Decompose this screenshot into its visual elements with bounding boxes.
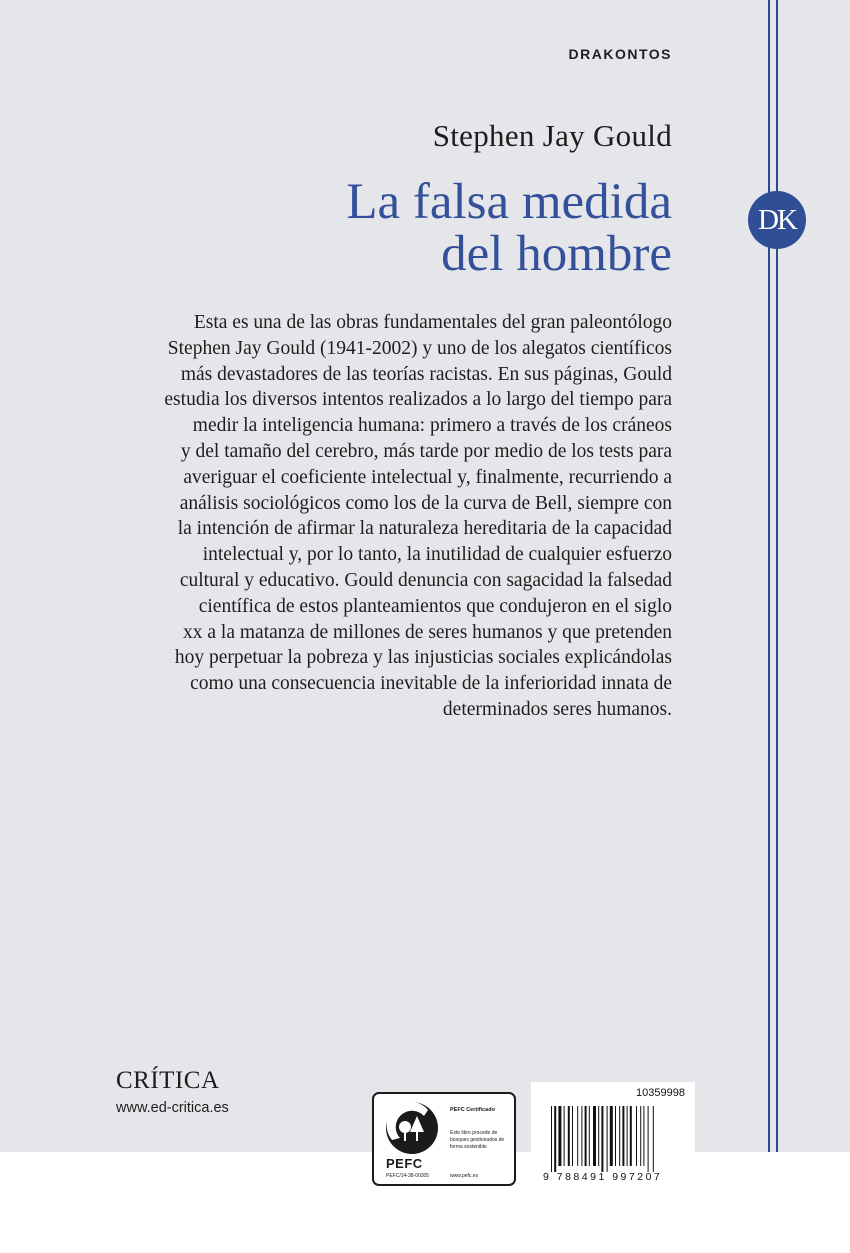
barcode-bar <box>653 1106 654 1172</box>
blurb-text <box>150 310 672 723</box>
blurb-line: medir la inteligencia humana: primero a través de los cráneos <box>192 415 672 437</box>
barcode-bar <box>581 1106 582 1166</box>
barcode-bar <box>615 1106 616 1166</box>
barcode-bar <box>610 1106 613 1166</box>
barcode-bar <box>643 1106 644 1166</box>
book-title <box>346 176 672 280</box>
pefc-url: www.pefc.es <box>450 1173 479 1179</box>
barcode-bar <box>589 1106 590 1166</box>
isbn-barcode <box>531 1082 695 1186</box>
spine-line-right <box>776 0 778 1152</box>
barcode-bar <box>572 1106 573 1166</box>
barcode-bar <box>554 1106 556 1172</box>
blurb-line: la intención de afirmar la naturaleza hereditaria de la capacidad <box>177 518 672 540</box>
barcode-bar <box>630 1106 632 1166</box>
barcode-bar <box>640 1106 641 1166</box>
blurb-line: hoy perpetuar la pobreza y las injusticias sociales explicándolas <box>174 647 672 669</box>
pefc-logo-text: PEFC <box>386 1156 423 1171</box>
pefc-certified: PEFC Certificado <box>450 1107 495 1113</box>
barcode-digits: 9 788491 997207 <box>543 1171 663 1183</box>
barcode-bar <box>593 1106 596 1166</box>
barcode-bar <box>636 1106 637 1166</box>
author-name: Stephen Jay Gould <box>432 118 672 153</box>
blurb-line: averiguar el coeficiente intelectual y, finalmente, recurriendo a <box>183 466 672 488</box>
title-line-1: La falsa medida <box>346 174 672 230</box>
blurb-line: intelectual y, por lo tanto, la inutilidad de cualquier esfuerzo <box>202 544 672 566</box>
barcode-bar <box>619 1106 620 1166</box>
blurb-line: determinados seres humanos. <box>442 698 672 720</box>
barcode-bar <box>551 1106 552 1172</box>
pefc-description: Este libro procede de bosques gestionados de forma sostenible <box>450 1130 505 1150</box>
blurb-line: más devastadores de las teorías racistas. En sus páginas, Gould <box>180 363 672 385</box>
barcode-bar <box>568 1106 570 1166</box>
title-line-2: del hombre <box>441 226 672 282</box>
pefc-code: PEFC/14-38-00305 <box>386 1173 430 1179</box>
pefc-certification-label <box>372 1092 516 1186</box>
barcode-bar <box>622 1106 624 1166</box>
barcode-bar <box>607 1106 608 1172</box>
blurb-line: como una consecuencia inevitable de la inferioridad innata de <box>190 673 672 695</box>
barcode-bars <box>551 1106 681 1172</box>
barcode-top-code: 10359998 <box>636 1087 685 1099</box>
blurb-line: xx a la matanza de millones de seres humanos y que pretenden <box>183 621 672 643</box>
series-name: DRAKONTOS <box>568 46 672 62</box>
barcode-bar <box>627 1106 628 1166</box>
barcode-bar <box>585 1106 587 1166</box>
barcode-bar <box>598 1106 599 1166</box>
blurb-line: Esta es una de las obras fundamentales del gran paleontólogo <box>193 312 672 333</box>
barcode-bar <box>564 1106 565 1166</box>
blurb-line: cultural y educativo. Gould denuncia con sagacidad la falsedad <box>179 569 672 591</box>
blurb-line: científica de estos planteamientos que condujeron en el siglo <box>198 595 672 617</box>
blurb-line: estudia los diversos intentos realizados a lo largo del tiempo para <box>164 389 672 411</box>
series-badge-icon: DK <box>748 191 806 249</box>
barcode-bar <box>601 1106 603 1172</box>
blurb-line: análisis sociológicos como los de la curva de Bell, siempre con <box>179 492 672 514</box>
publisher-logo: CRÍTICA <box>116 1067 220 1094</box>
spine-line-left <box>768 0 770 1152</box>
publisher-website-link[interactable]: www.ed-critica.es <box>116 1100 229 1116</box>
barcode-bar <box>648 1106 649 1172</box>
blurb-line: Stephen Jay Gould (1941-2002) y uno de los alegatos científicos <box>167 337 672 359</box>
barcode-bar <box>577 1106 578 1166</box>
blurb-line: y del tamaño del cerebro, más tarde por medio de los tests para <box>180 440 672 462</box>
barcode-bar <box>558 1106 561 1166</box>
pefc-tree-icon <box>384 1100 440 1156</box>
